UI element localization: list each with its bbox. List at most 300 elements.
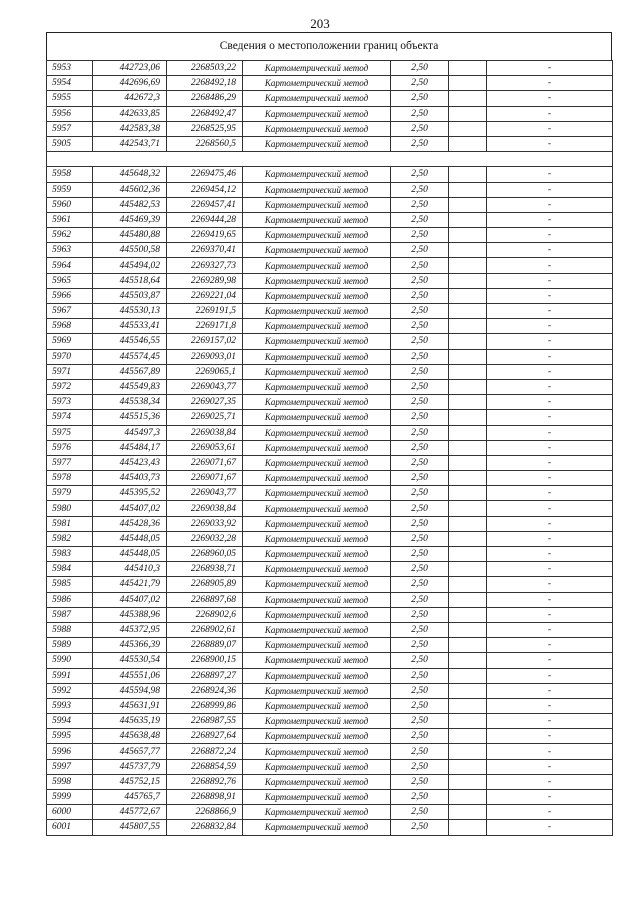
accuracy-cell: 2,50 bbox=[391, 212, 449, 227]
note-cell: - bbox=[487, 501, 613, 516]
y-coordinate-cell: 2268889,07 bbox=[167, 638, 243, 653]
x-coordinate-cell: 445657,77 bbox=[93, 744, 167, 759]
empty-cell bbox=[449, 182, 487, 197]
y-coordinate-cell: 2268897,68 bbox=[167, 592, 243, 607]
empty-cell bbox=[449, 410, 487, 425]
empty-cell bbox=[449, 714, 487, 729]
method-cell: Картометрический метод bbox=[243, 364, 391, 379]
point-number-cell: 5995 bbox=[47, 729, 93, 744]
x-coordinate-cell: 445469,39 bbox=[93, 212, 167, 227]
method-cell: Картометрический метод bbox=[243, 516, 391, 531]
accuracy-cell: 2,50 bbox=[391, 698, 449, 713]
table-row bbox=[47, 653, 613, 668]
note-cell: - bbox=[487, 486, 613, 501]
table-row bbox=[47, 759, 613, 774]
point-number-cell: 5970 bbox=[47, 349, 93, 364]
point-number-cell: 5959 bbox=[47, 182, 93, 197]
point-number-cell: 5960 bbox=[47, 197, 93, 212]
point-number-cell: 5973 bbox=[47, 395, 93, 410]
method-cell: Картометрический метод bbox=[243, 653, 391, 668]
accuracy-cell: 2,50 bbox=[391, 167, 449, 182]
table-row bbox=[47, 516, 613, 531]
method-cell: Картометрический метод bbox=[243, 668, 391, 683]
y-coordinate-cell: 2269191,5 bbox=[167, 304, 243, 319]
y-coordinate-cell: 2268492,18 bbox=[167, 76, 243, 91]
point-number-cell: 5986 bbox=[47, 592, 93, 607]
note-cell: - bbox=[487, 820, 613, 835]
table-row bbox=[47, 592, 613, 607]
accuracy-cell: 2,50 bbox=[391, 440, 449, 455]
point-number-cell: 5979 bbox=[47, 486, 93, 501]
point-number-cell: 5968 bbox=[47, 319, 93, 334]
y-coordinate-cell: 2269289,98 bbox=[167, 273, 243, 288]
accuracy-cell: 2,50 bbox=[391, 790, 449, 805]
table-row bbox=[47, 698, 613, 713]
point-group-1 bbox=[47, 61, 613, 152]
empty-cell bbox=[449, 471, 487, 486]
point-number-cell: 5992 bbox=[47, 683, 93, 698]
table-row bbox=[47, 76, 613, 91]
empty-cell bbox=[449, 501, 487, 516]
empty-cell bbox=[449, 547, 487, 562]
x-coordinate-cell: 445388,96 bbox=[93, 607, 167, 622]
x-coordinate-cell: 445602,36 bbox=[93, 182, 167, 197]
x-coordinate-cell: 445594,98 bbox=[93, 683, 167, 698]
accuracy-cell: 2,50 bbox=[391, 304, 449, 319]
x-coordinate-cell: 445421,79 bbox=[93, 577, 167, 592]
accuracy-cell: 2,50 bbox=[391, 622, 449, 637]
method-cell: Картометрический метод bbox=[243, 729, 391, 744]
point-number-cell: 5976 bbox=[47, 440, 93, 455]
accuracy-cell: 2,50 bbox=[391, 471, 449, 486]
x-coordinate-cell: 445533,41 bbox=[93, 319, 167, 334]
point-number-cell: 5984 bbox=[47, 562, 93, 577]
y-coordinate-cell: 2269419,65 bbox=[167, 228, 243, 243]
boundary-sheet bbox=[46, 32, 612, 836]
point-number-cell: 5963 bbox=[47, 243, 93, 258]
method-cell: Картометрический метод bbox=[243, 288, 391, 303]
x-coordinate-cell: 445631,91 bbox=[93, 698, 167, 713]
table-row bbox=[47, 304, 613, 319]
point-number-cell: 5998 bbox=[47, 774, 93, 789]
note-cell: - bbox=[487, 91, 613, 106]
x-coordinate-cell: 445538,34 bbox=[93, 395, 167, 410]
y-coordinate-cell: 2269025,71 bbox=[167, 410, 243, 425]
y-coordinate-cell: 2269032,28 bbox=[167, 531, 243, 546]
x-coordinate-cell: 445428,36 bbox=[93, 516, 167, 531]
point-number-cell: 5990 bbox=[47, 653, 93, 668]
separator-row bbox=[47, 152, 613, 167]
note-cell: - bbox=[487, 471, 613, 486]
table-row bbox=[47, 395, 613, 410]
point-number-cell: 5985 bbox=[47, 577, 93, 592]
empty-cell bbox=[449, 121, 487, 136]
y-coordinate-cell: 2269071,67 bbox=[167, 471, 243, 486]
y-coordinate-cell: 2268560,5 bbox=[167, 136, 243, 151]
note-cell: - bbox=[487, 577, 613, 592]
note-cell: - bbox=[487, 212, 613, 227]
table-row bbox=[47, 638, 613, 653]
empty-cell bbox=[449, 395, 487, 410]
y-coordinate-cell: 2269370,41 bbox=[167, 243, 243, 258]
method-cell: Картометрический метод bbox=[243, 197, 391, 212]
note-cell: - bbox=[487, 653, 613, 668]
note-cell: - bbox=[487, 547, 613, 562]
method-cell: Картометрический метод bbox=[243, 319, 391, 334]
table-row bbox=[47, 577, 613, 592]
empty-cell bbox=[449, 622, 487, 637]
point-number-cell: 5956 bbox=[47, 106, 93, 121]
table-row bbox=[47, 440, 613, 455]
method-cell: Картометрический метод bbox=[243, 683, 391, 698]
method-cell: Картометрический метод bbox=[243, 698, 391, 713]
point-number-cell: 5965 bbox=[47, 273, 93, 288]
method-cell: Картометрический метод bbox=[243, 243, 391, 258]
method-cell: Картометрический метод bbox=[243, 425, 391, 440]
table-row bbox=[47, 379, 613, 394]
note-cell: - bbox=[487, 61, 613, 76]
method-cell: Картометрический метод bbox=[243, 592, 391, 607]
empty-cell bbox=[449, 76, 487, 91]
point-number-cell: 6001 bbox=[47, 820, 93, 835]
x-coordinate-cell: 445482,53 bbox=[93, 197, 167, 212]
accuracy-cell: 2,50 bbox=[391, 547, 449, 562]
empty-cell bbox=[449, 197, 487, 212]
point-number-cell: 5993 bbox=[47, 698, 93, 713]
accuracy-cell: 2,50 bbox=[391, 379, 449, 394]
method-cell: Картометрический метод bbox=[243, 471, 391, 486]
empty-cell bbox=[449, 638, 487, 653]
method-cell: Картометрический метод bbox=[243, 304, 391, 319]
x-coordinate-cell: 445772,67 bbox=[93, 805, 167, 820]
table-row bbox=[47, 455, 613, 470]
point-number-cell: 5988 bbox=[47, 622, 93, 637]
table-row bbox=[47, 334, 613, 349]
empty-cell bbox=[449, 349, 487, 364]
note-cell: - bbox=[487, 167, 613, 182]
y-coordinate-cell: 2268900,15 bbox=[167, 653, 243, 668]
point-number-cell: 5958 bbox=[47, 167, 93, 182]
y-coordinate-cell: 2269093,01 bbox=[167, 349, 243, 364]
point-number-cell: 5983 bbox=[47, 547, 93, 562]
empty-cell bbox=[449, 668, 487, 683]
note-cell: - bbox=[487, 744, 613, 759]
note-cell: - bbox=[487, 531, 613, 546]
x-coordinate-cell: 442583,38 bbox=[93, 121, 167, 136]
y-coordinate-cell: 2268927,64 bbox=[167, 729, 243, 744]
point-number-cell: 5987 bbox=[47, 607, 93, 622]
table-row bbox=[47, 243, 613, 258]
y-coordinate-cell: 2268999,86 bbox=[167, 698, 243, 713]
table-row bbox=[47, 714, 613, 729]
empty-cell bbox=[449, 774, 487, 789]
x-coordinate-cell: 442696,69 bbox=[93, 76, 167, 91]
empty-cell bbox=[449, 243, 487, 258]
empty-cell bbox=[449, 455, 487, 470]
note-cell: - bbox=[487, 668, 613, 683]
table-row bbox=[47, 273, 613, 288]
point-number-cell: 5999 bbox=[47, 790, 93, 805]
accuracy-cell: 2,50 bbox=[391, 349, 449, 364]
empty-cell bbox=[449, 61, 487, 76]
empty-cell bbox=[449, 577, 487, 592]
x-coordinate-cell: 445410,3 bbox=[93, 562, 167, 577]
method-cell: Картометрический метод bbox=[243, 91, 391, 106]
note-cell: - bbox=[487, 364, 613, 379]
x-coordinate-cell: 445395,52 bbox=[93, 486, 167, 501]
y-coordinate-cell: 2269444,28 bbox=[167, 212, 243, 227]
coordinates-table bbox=[46, 60, 613, 836]
point-number-cell: 5972 bbox=[47, 379, 93, 394]
point-number-cell: 5975 bbox=[47, 425, 93, 440]
note-cell: - bbox=[487, 516, 613, 531]
table-row bbox=[47, 729, 613, 744]
x-coordinate-cell: 442723,06 bbox=[93, 61, 167, 76]
method-cell: Картометрический метод bbox=[243, 622, 391, 637]
x-coordinate-cell: 442672,3 bbox=[93, 91, 167, 106]
method-cell: Картометрический метод bbox=[243, 759, 391, 774]
accuracy-cell: 2,50 bbox=[391, 76, 449, 91]
accuracy-cell: 2,50 bbox=[391, 91, 449, 106]
point-number-cell: 5957 bbox=[47, 121, 93, 136]
table-row bbox=[47, 319, 613, 334]
accuracy-cell: 2,50 bbox=[391, 653, 449, 668]
y-coordinate-cell: 2269171,8 bbox=[167, 319, 243, 334]
note-cell: - bbox=[487, 759, 613, 774]
table-row bbox=[47, 212, 613, 227]
empty-cell bbox=[449, 212, 487, 227]
x-coordinate-cell: 445551,06 bbox=[93, 668, 167, 683]
accuracy-cell: 2,50 bbox=[391, 501, 449, 516]
x-coordinate-cell: 445638,48 bbox=[93, 729, 167, 744]
accuracy-cell: 2,50 bbox=[391, 714, 449, 729]
point-number-cell: 5905 bbox=[47, 136, 93, 151]
y-coordinate-cell: 2269327,73 bbox=[167, 258, 243, 273]
accuracy-cell: 2,50 bbox=[391, 228, 449, 243]
accuracy-cell: 2,50 bbox=[391, 273, 449, 288]
accuracy-cell: 2,50 bbox=[391, 121, 449, 136]
note-cell: - bbox=[487, 121, 613, 136]
note-cell: - bbox=[487, 698, 613, 713]
empty-cell bbox=[449, 334, 487, 349]
table-row bbox=[47, 531, 613, 546]
accuracy-cell: 2,50 bbox=[391, 744, 449, 759]
note-cell: - bbox=[487, 319, 613, 334]
note-cell: - bbox=[487, 197, 613, 212]
y-coordinate-cell: 2269033,92 bbox=[167, 516, 243, 531]
empty-cell bbox=[449, 698, 487, 713]
accuracy-cell: 2,50 bbox=[391, 258, 449, 273]
point-number-cell: 5996 bbox=[47, 744, 93, 759]
y-coordinate-cell: 2268832,84 bbox=[167, 820, 243, 835]
x-coordinate-cell: 442543,71 bbox=[93, 136, 167, 151]
x-coordinate-cell: 445372,95 bbox=[93, 622, 167, 637]
note-cell: - bbox=[487, 288, 613, 303]
y-coordinate-cell: 2269457,41 bbox=[167, 197, 243, 212]
accuracy-cell: 2,50 bbox=[391, 243, 449, 258]
empty-cell bbox=[449, 364, 487, 379]
accuracy-cell: 2,50 bbox=[391, 638, 449, 653]
y-coordinate-cell: 2268905,89 bbox=[167, 577, 243, 592]
table-row bbox=[47, 774, 613, 789]
empty-cell bbox=[449, 683, 487, 698]
empty-cell bbox=[449, 425, 487, 440]
point-number-cell: 5955 bbox=[47, 91, 93, 106]
note-cell: - bbox=[487, 228, 613, 243]
method-cell: Картометрический метод bbox=[243, 577, 391, 592]
table-row bbox=[47, 501, 613, 516]
note-cell: - bbox=[487, 334, 613, 349]
x-coordinate-cell: 445574,45 bbox=[93, 349, 167, 364]
method-cell: Картометрический метод bbox=[243, 790, 391, 805]
y-coordinate-cell: 2269475,46 bbox=[167, 167, 243, 182]
method-cell: Картометрический метод bbox=[243, 228, 391, 243]
method-cell: Картометрический метод bbox=[243, 106, 391, 121]
point-number-cell: 5978 bbox=[47, 471, 93, 486]
empty-cell bbox=[449, 820, 487, 835]
y-coordinate-cell: 2268924,36 bbox=[167, 683, 243, 698]
empty-cell bbox=[449, 562, 487, 577]
empty-cell bbox=[449, 228, 487, 243]
x-coordinate-cell: 445484,17 bbox=[93, 440, 167, 455]
table-row bbox=[47, 471, 613, 486]
note-cell: - bbox=[487, 714, 613, 729]
accuracy-cell: 2,50 bbox=[391, 334, 449, 349]
empty-cell bbox=[449, 653, 487, 668]
x-coordinate-cell: 445567,89 bbox=[93, 364, 167, 379]
point-number-cell: 5967 bbox=[47, 304, 93, 319]
note-cell: - bbox=[487, 592, 613, 607]
empty-cell bbox=[449, 273, 487, 288]
table-row bbox=[47, 228, 613, 243]
note-cell: - bbox=[487, 304, 613, 319]
method-cell: Картометрический метод bbox=[243, 455, 391, 470]
y-coordinate-cell: 2268960,05 bbox=[167, 547, 243, 562]
y-coordinate-cell: 2269043,77 bbox=[167, 486, 243, 501]
point-number-cell: 5954 bbox=[47, 76, 93, 91]
accuracy-cell: 2,50 bbox=[391, 516, 449, 531]
method-cell: Картометрический метод bbox=[243, 334, 391, 349]
y-coordinate-cell: 2269221,04 bbox=[167, 288, 243, 303]
point-number-cell: 5994 bbox=[47, 714, 93, 729]
accuracy-cell: 2,50 bbox=[391, 774, 449, 789]
x-coordinate-cell: 445515,36 bbox=[93, 410, 167, 425]
y-coordinate-cell: 2268898,91 bbox=[167, 790, 243, 805]
point-number-cell: 5964 bbox=[47, 258, 93, 273]
accuracy-cell: 2,50 bbox=[391, 729, 449, 744]
empty-cell bbox=[449, 379, 487, 394]
empty-cell bbox=[449, 790, 487, 805]
point-number-cell: 5989 bbox=[47, 638, 93, 653]
y-coordinate-cell: 2269071,67 bbox=[167, 455, 243, 470]
method-cell: Картометрический метод bbox=[243, 744, 391, 759]
x-coordinate-cell: 445448,05 bbox=[93, 531, 167, 546]
method-cell: Картометрический метод bbox=[243, 182, 391, 197]
point-number-cell: 5997 bbox=[47, 759, 93, 774]
x-coordinate-cell: 445407,02 bbox=[93, 501, 167, 516]
note-cell: - bbox=[487, 622, 613, 637]
accuracy-cell: 2,50 bbox=[391, 531, 449, 546]
y-coordinate-cell: 2268872,24 bbox=[167, 744, 243, 759]
x-coordinate-cell: 445737,79 bbox=[93, 759, 167, 774]
method-cell: Картометрический метод bbox=[243, 76, 391, 91]
x-coordinate-cell: 445546,55 bbox=[93, 334, 167, 349]
method-cell: Картометрический метод bbox=[243, 379, 391, 394]
accuracy-cell: 2,50 bbox=[391, 106, 449, 121]
method-cell: Картометрический метод bbox=[243, 136, 391, 151]
y-coordinate-cell: 2268892,76 bbox=[167, 774, 243, 789]
point-number-cell: 5982 bbox=[47, 531, 93, 546]
note-cell: - bbox=[487, 395, 613, 410]
empty-cell bbox=[449, 729, 487, 744]
x-coordinate-cell: 445366,39 bbox=[93, 638, 167, 653]
accuracy-cell: 2,50 bbox=[391, 486, 449, 501]
method-cell: Картометрический метод bbox=[243, 258, 391, 273]
point-number-cell: 5971 bbox=[47, 364, 93, 379]
note-cell: - bbox=[487, 425, 613, 440]
y-coordinate-cell: 2269157,02 bbox=[167, 334, 243, 349]
method-cell: Картометрический метод bbox=[243, 607, 391, 622]
note-cell: - bbox=[487, 379, 613, 394]
x-coordinate-cell: 445549,83 bbox=[93, 379, 167, 394]
accuracy-cell: 2,50 bbox=[391, 410, 449, 425]
note-cell: - bbox=[487, 683, 613, 698]
note-cell: - bbox=[487, 410, 613, 425]
note-cell: - bbox=[487, 349, 613, 364]
table-row bbox=[47, 425, 613, 440]
method-cell: Картометрический метод bbox=[243, 486, 391, 501]
table-row bbox=[47, 820, 613, 835]
point-number-cell: 5962 bbox=[47, 228, 93, 243]
empty-cell bbox=[449, 440, 487, 455]
table-row bbox=[47, 288, 613, 303]
empty-cell bbox=[449, 258, 487, 273]
y-coordinate-cell: 2269038,84 bbox=[167, 425, 243, 440]
table-row bbox=[47, 668, 613, 683]
method-cell: Картометрический метод bbox=[243, 774, 391, 789]
x-coordinate-cell: 445530,13 bbox=[93, 304, 167, 319]
note-cell: - bbox=[487, 76, 613, 91]
method-cell: Картометрический метод bbox=[243, 714, 391, 729]
y-coordinate-cell: 2269043,77 bbox=[167, 379, 243, 394]
accuracy-cell: 2,50 bbox=[391, 683, 449, 698]
empty-cell bbox=[449, 288, 487, 303]
x-coordinate-cell: 445448,05 bbox=[93, 547, 167, 562]
method-cell: Картометрический метод bbox=[243, 440, 391, 455]
y-coordinate-cell: 2269053,61 bbox=[167, 440, 243, 455]
point-number-cell: 5966 bbox=[47, 288, 93, 303]
y-coordinate-cell: 2268987,55 bbox=[167, 714, 243, 729]
table-row bbox=[47, 349, 613, 364]
y-coordinate-cell: 2268866,9 bbox=[167, 805, 243, 820]
accuracy-cell: 2,50 bbox=[391, 820, 449, 835]
accuracy-cell: 2,50 bbox=[391, 319, 449, 334]
x-coordinate-cell: 445807,55 bbox=[93, 820, 167, 835]
x-coordinate-cell: 445648,32 bbox=[93, 167, 167, 182]
x-coordinate-cell: 445494,02 bbox=[93, 258, 167, 273]
empty-cell bbox=[449, 607, 487, 622]
note-cell: - bbox=[487, 805, 613, 820]
point-number-cell: 6000 bbox=[47, 805, 93, 820]
x-coordinate-cell: 445497,3 bbox=[93, 425, 167, 440]
empty-cell bbox=[449, 319, 487, 334]
table-row bbox=[47, 61, 613, 76]
empty-cell bbox=[449, 759, 487, 774]
accuracy-cell: 2,50 bbox=[391, 455, 449, 470]
empty-cell bbox=[449, 486, 487, 501]
y-coordinate-cell: 2268938,71 bbox=[167, 562, 243, 577]
separator-cell bbox=[47, 152, 613, 167]
